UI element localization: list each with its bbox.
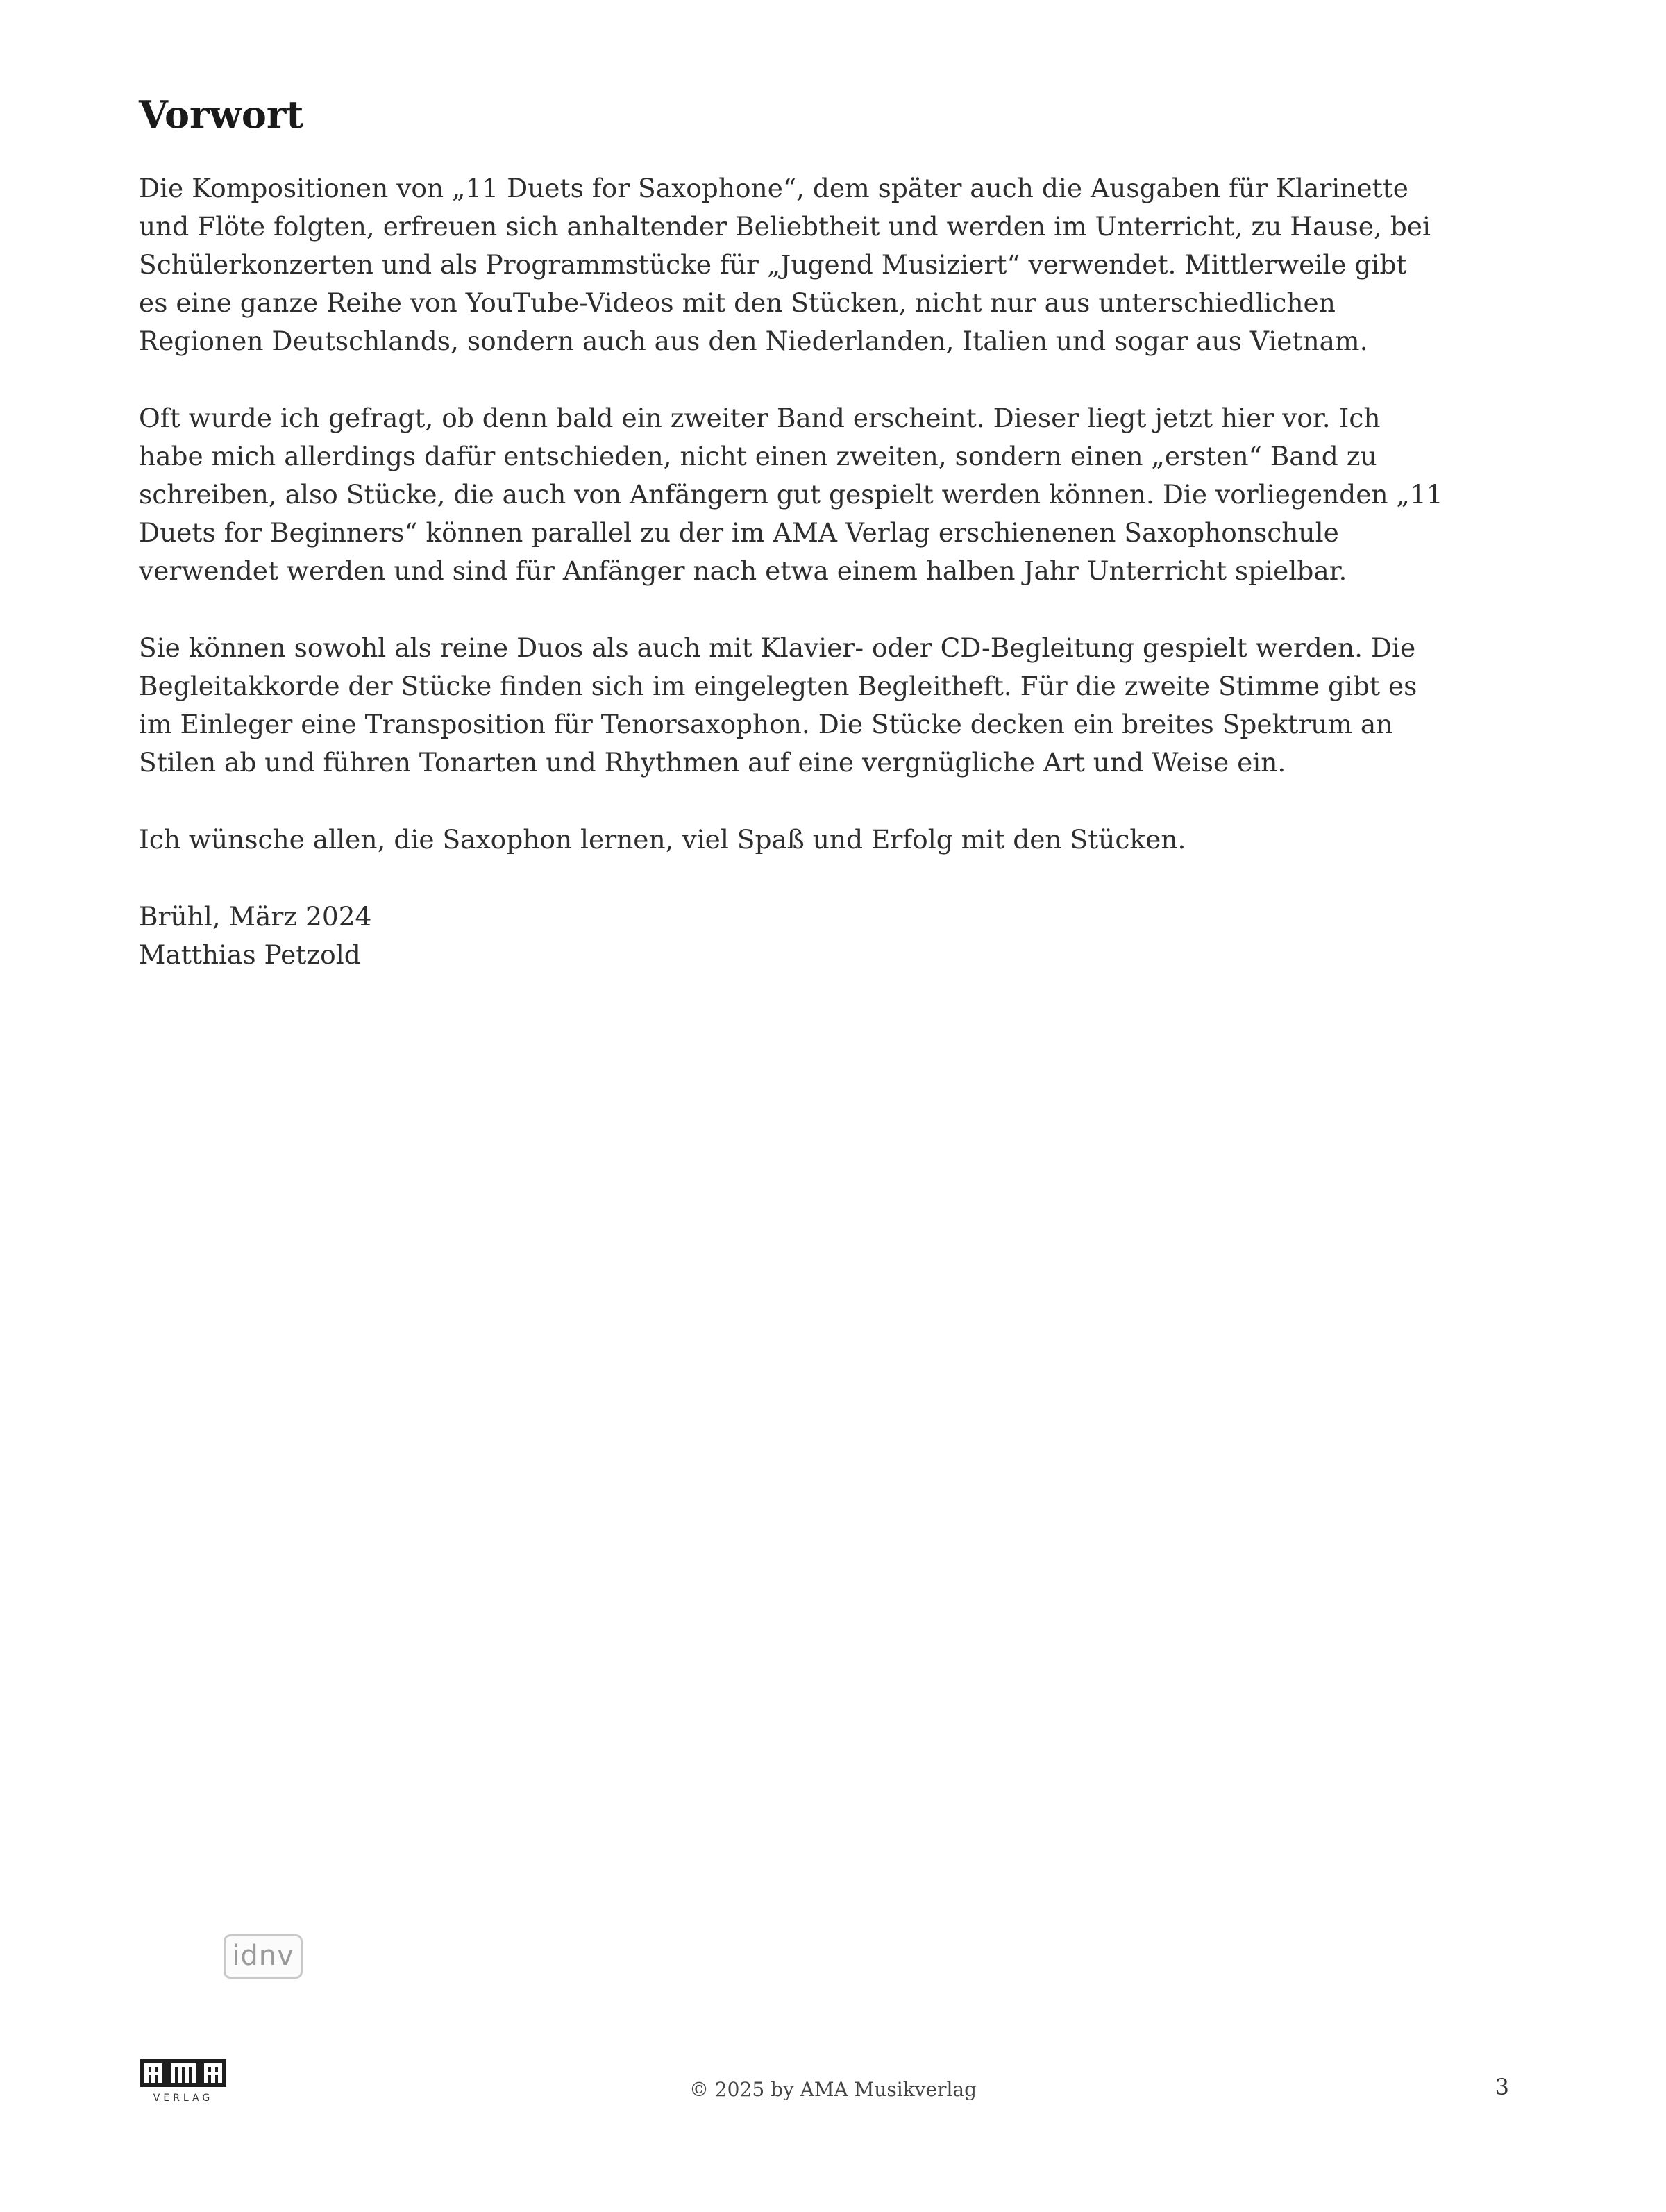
signature-author: Matthias Petzold: [139, 939, 361, 970]
svg-text:VERLAG: VERLAG: [153, 2093, 214, 2104]
paragraph-line: Schülerkonzerten und als Programmstücke für „Jugend Musiziert“ verwendet. Mittlerweile gibt: [139, 249, 1407, 280]
paragraph-line: im Einleger eine Transposition für Tenorsaxophon. Die Stücke decken ein breites Spektrum an: [139, 709, 1393, 739]
paragraph-line: Sie können sowohl als reine Duos als auch mit Klavier- oder CD-Begleitung gespielt werden. Die: [139, 632, 1416, 663]
paragraph-line: Duets for Beginners“ können parallel zu der im AMA Verlag erschienenen Saxophonschule: [139, 517, 1339, 548]
paragraph-line: Die Kompositionen von „11 Duets for Saxophone“, dem später auch die Ausgaben für Klarinette: [139, 173, 1408, 203]
paragraph-line: Oft wurde ich gefragt, ob denn bald ein zweiter Band erscheint. Dieser liegt jetzt hier vor. Ich: [139, 403, 1381, 433]
paragraph-2: [139, 399, 1535, 590]
paragraph-line: Regionen Deutschlands, sondern auch aus den Niederlanden, Italien und sogar aus Vietnam.: [139, 326, 1368, 356]
paragraph-line: verwendet werden und sind für Anfänger nach etwa einem halben Jahr Unterricht spielbar.: [139, 555, 1347, 586]
page-title: Vorwort: [139, 92, 304, 137]
signature: [139, 898, 1535, 974]
signature-place-date: Brühl, März 2024: [139, 901, 372, 932]
paragraph-line: es eine ganze Reihe von YouTube-Videos mit den Stücken, nicht nur aus unterschiedlichen: [139, 287, 1336, 318]
paragraph-line: Begleitakkorde der Stücke finden sich im eingelegten Begleitheft. Für die zweite Stimme gibt es: [139, 671, 1417, 701]
paragraph-line: Ich wünsche allen, die Saxophon lernen, viel Spaß und Erfolg mit den Stücken.: [139, 824, 1186, 855]
paragraph-1: [139, 169, 1535, 360]
paragraph-line: Stilen ab und führen Tonarten und Rhythmen auf eine vergnügliche Art und Weise ein.: [139, 747, 1286, 778]
paragraph-3: [139, 629, 1535, 782]
page-number: 3: [1495, 2074, 1509, 2100]
footer-copyright: © 2025 by AMA Musikverlag: [689, 2078, 977, 2101]
paragraph-line: schreiben, also Stücke, die auch von Anfängern gut gespielt werden können. Die vorliegenden „11: [139, 479, 1443, 510]
paragraph-line: und Flöte folgten, erfreuen sich anhaltender Beliebtheit und werden im Unterricht, zu Hause, bei: [139, 211, 1431, 242]
paragraph-line: habe mich allerdings dafür entschieden, nicht einen zweiten, sondern einen „ersten“ Band zu: [139, 441, 1377, 471]
preface-body: [139, 169, 1535, 974]
idnv-stamp: idnv: [224, 1934, 303, 1979]
paragraph-4: [139, 821, 1535, 859]
